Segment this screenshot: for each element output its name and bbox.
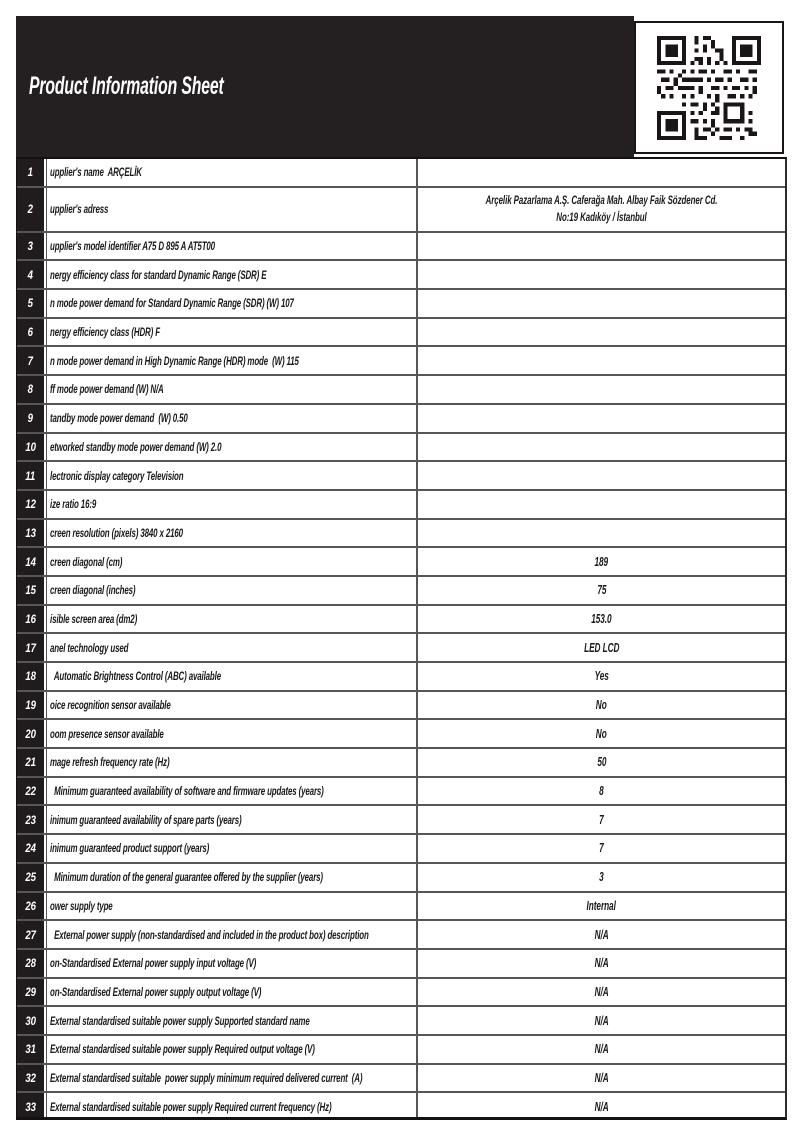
row-number-badge bbox=[17, 864, 46, 891]
row-value: N/A bbox=[594, 1042, 609, 1057]
table-row bbox=[17, 548, 785, 577]
row-value: Arçelik Pazarlama A.Ş. Caferağa Mah. Albay Faik Sözdener Cd. No:19 Kadıköy / İstanbul bbox=[485, 192, 718, 225]
row-label-cell bbox=[46, 663, 418, 690]
row-label-cell bbox=[46, 921, 418, 948]
row-label-cell bbox=[46, 347, 418, 374]
row-number-badge bbox=[17, 434, 46, 461]
row-label-cell bbox=[46, 376, 418, 403]
table-row bbox=[17, 1065, 785, 1094]
row-value: 189 bbox=[594, 554, 609, 569]
row-number-badge bbox=[17, 261, 46, 288]
table-row bbox=[17, 806, 785, 835]
row-label: nergy efficiency class for standard Dynamic Range (SDR) E bbox=[50, 267, 267, 282]
row-label: oom presence sensor available bbox=[50, 726, 164, 741]
row-label: inimum guaranteed availability of spare parts (years) bbox=[50, 812, 242, 827]
row-value: N/A bbox=[594, 1070, 609, 1085]
row-label: External standardised suitable power supply Required current frequency (Hz) bbox=[50, 1099, 332, 1114]
row-label-cell bbox=[46, 720, 418, 747]
row-number-badge bbox=[17, 778, 46, 805]
row-label: inimum guaranteed product support (years) bbox=[50, 841, 210, 856]
row-number: 11 bbox=[25, 468, 36, 483]
row-number-badge bbox=[17, 520, 46, 547]
row-value-cell bbox=[418, 319, 785, 346]
row-number: 23 bbox=[25, 812, 36, 827]
row-value-cell bbox=[418, 520, 785, 547]
row-number-badge bbox=[17, 577, 46, 604]
row-value: 50 bbox=[596, 755, 607, 770]
table-row bbox=[17, 462, 785, 491]
table-row bbox=[17, 835, 785, 864]
table-row bbox=[17, 577, 785, 606]
row-number: 2 bbox=[27, 202, 34, 217]
row-value: 8 bbox=[599, 784, 604, 799]
row-value-cell bbox=[418, 577, 785, 604]
row-value: N/A bbox=[594, 1013, 609, 1028]
row-number-badge bbox=[17, 720, 46, 747]
row-label: External standardised suitable power supply minimum required delivered current (A) bbox=[50, 1070, 363, 1085]
row-number-badge bbox=[17, 548, 46, 575]
row-value-cell bbox=[418, 806, 785, 833]
row-number-badge bbox=[17, 979, 46, 1006]
row-label: mage refresh frequency rate (Hz) bbox=[50, 755, 170, 770]
row-label: creen diagonal (inches) bbox=[50, 583, 136, 598]
row-label: n mode power demand in High Dynamic Range (HDR) mode (W) 115 bbox=[50, 353, 299, 368]
table-row bbox=[17, 290, 785, 319]
row-number: 25 bbox=[25, 870, 36, 885]
row-number-badge bbox=[17, 491, 46, 518]
row-value-cell bbox=[418, 1065, 785, 1092]
product-table bbox=[16, 157, 787, 1120]
page-title: Product Information Sheet bbox=[29, 72, 224, 100]
row-value-cell bbox=[418, 159, 785, 186]
row-value-cell bbox=[418, 950, 785, 977]
row-label: creen resolution (pixels) 3840 x 2160 bbox=[50, 525, 183, 540]
row-number: 9 bbox=[27, 411, 34, 426]
row-label: ff mode power demand (W) N/A bbox=[50, 382, 164, 397]
table-row bbox=[17, 634, 785, 663]
table-row bbox=[17, 159, 785, 188]
row-number: 7 bbox=[27, 353, 34, 368]
table-row bbox=[17, 921, 785, 950]
row-value: N/A bbox=[594, 927, 609, 942]
row-number-badge bbox=[17, 290, 46, 317]
row-number: 27 bbox=[25, 927, 36, 942]
row-label: lectronic display category Television bbox=[50, 468, 184, 483]
row-label: anel technology used bbox=[50, 640, 129, 655]
row-label-cell bbox=[46, 835, 418, 862]
row-value: N/A bbox=[594, 984, 609, 999]
row-number: 13 bbox=[25, 525, 36, 540]
row-label: upplier's model identifier A75 D 895 A AT5T00 bbox=[50, 239, 215, 254]
row-number: 19 bbox=[25, 698, 36, 713]
row-label-cell bbox=[46, 778, 418, 805]
row-value-cell bbox=[418, 663, 785, 690]
table-row bbox=[17, 720, 785, 749]
table-row bbox=[17, 261, 785, 290]
row-label-cell bbox=[46, 1007, 418, 1034]
row-value: 75 bbox=[596, 583, 607, 598]
table-row bbox=[17, 405, 785, 434]
table-row bbox=[17, 376, 785, 405]
row-value: 3 bbox=[599, 870, 604, 885]
row-number: 5 bbox=[27, 296, 34, 311]
row-label-cell bbox=[46, 893, 418, 920]
table-row bbox=[17, 1036, 785, 1065]
row-number: 16 bbox=[25, 611, 36, 626]
table-row bbox=[17, 1093, 785, 1120]
table-row bbox=[17, 520, 785, 549]
row-number-badge bbox=[17, 347, 46, 374]
row-value: Internal bbox=[586, 898, 617, 913]
row-label-cell bbox=[46, 577, 418, 604]
row-label: tandby mode power demand (W) 0.50 bbox=[50, 411, 188, 426]
table-row bbox=[17, 950, 785, 979]
row-label-cell bbox=[46, 405, 418, 432]
row-number: 22 bbox=[25, 784, 36, 799]
row-number-badge bbox=[17, 1036, 46, 1063]
row-number: 28 bbox=[25, 956, 36, 971]
row-label-cell bbox=[46, 188, 418, 231]
row-value-cell bbox=[418, 405, 785, 432]
row-label-cell bbox=[46, 1036, 418, 1063]
row-number-badge bbox=[17, 1093, 46, 1120]
row-number: 6 bbox=[27, 325, 34, 340]
row-number-badge bbox=[17, 634, 46, 661]
row-label: oice recognition sensor available bbox=[50, 698, 171, 713]
row-label: isible screen area (dm2) bbox=[50, 611, 138, 626]
row-label-cell bbox=[46, 434, 418, 461]
row-label-cell bbox=[46, 634, 418, 661]
row-label-cell bbox=[46, 548, 418, 575]
row-number: 32 bbox=[25, 1070, 36, 1085]
row-number: 12 bbox=[25, 497, 36, 512]
row-number-badge bbox=[17, 692, 46, 719]
table-row bbox=[17, 749, 785, 778]
table-row bbox=[17, 979, 785, 1008]
row-label-cell bbox=[46, 491, 418, 518]
row-value: N/A bbox=[594, 1099, 609, 1114]
table-row bbox=[17, 663, 785, 692]
row-label-cell bbox=[46, 806, 418, 833]
row-value-cell bbox=[418, 864, 785, 891]
row-value-cell bbox=[418, 606, 785, 633]
row-label-cell bbox=[46, 950, 418, 977]
row-number: 21 bbox=[25, 755, 36, 770]
row-value: 7 bbox=[599, 841, 604, 856]
row-value-cell bbox=[418, 261, 785, 288]
row-value: 7 bbox=[599, 812, 604, 827]
row-number-badge bbox=[17, 806, 46, 833]
table-row bbox=[17, 347, 785, 376]
row-label: External standardised suitable power supply Supported standard name bbox=[50, 1013, 310, 1028]
row-label: Automatic Brightness Control (ABC) available bbox=[50, 669, 221, 684]
row-label: ower supply type bbox=[50, 898, 113, 913]
row-value: Yes bbox=[594, 669, 609, 684]
header-band bbox=[16, 16, 787, 157]
row-value-cell bbox=[418, 1007, 785, 1034]
qr-code-box bbox=[634, 21, 784, 154]
row-label-cell bbox=[46, 159, 418, 186]
row-number: 33 bbox=[25, 1099, 36, 1114]
row-number-badge bbox=[17, 376, 46, 403]
row-label-cell bbox=[46, 1065, 418, 1092]
row-label-cell bbox=[46, 749, 418, 776]
row-number: 15 bbox=[25, 583, 36, 598]
row-number-badge bbox=[17, 405, 46, 432]
row-number: 31 bbox=[25, 1042, 36, 1057]
row-value-cell bbox=[418, 634, 785, 661]
row-label: etworked standby mode power demand (W) 2.0 bbox=[50, 439, 222, 454]
row-value: N/A bbox=[594, 956, 609, 971]
row-label: on-Standardised External power supply input voltage (V) bbox=[50, 956, 257, 971]
row-number-badge bbox=[17, 921, 46, 948]
row-label-cell bbox=[46, 261, 418, 288]
row-label-cell bbox=[46, 520, 418, 547]
row-value-cell bbox=[418, 921, 785, 948]
table-row bbox=[17, 188, 785, 233]
row-label-cell bbox=[46, 462, 418, 489]
table-row bbox=[17, 893, 785, 922]
row-value-cell bbox=[418, 692, 785, 719]
table-row bbox=[17, 692, 785, 721]
row-value-cell bbox=[418, 491, 785, 518]
row-number-badge bbox=[17, 462, 46, 489]
row-label-cell bbox=[46, 979, 418, 1006]
table-row bbox=[17, 1007, 785, 1036]
row-number: 29 bbox=[25, 984, 36, 999]
row-value-cell bbox=[418, 233, 785, 260]
row-number-badge bbox=[17, 1007, 46, 1034]
row-number-badge bbox=[17, 663, 46, 690]
row-label-cell bbox=[46, 692, 418, 719]
row-label: External power supply (non-standardised and included in the product box) description bbox=[50, 927, 369, 942]
qr-code-area bbox=[634, 16, 787, 157]
row-label: n mode power demand for Standard Dynamic Range (SDR) (W) 107 bbox=[50, 296, 294, 311]
row-number-badge bbox=[17, 749, 46, 776]
qr-code-icon bbox=[657, 36, 761, 140]
sheet-frame bbox=[16, 16, 787, 1120]
table-row bbox=[17, 491, 785, 520]
row-number: 24 bbox=[25, 841, 36, 856]
row-value: 153.0 bbox=[591, 611, 612, 626]
row-value: No bbox=[596, 698, 607, 713]
row-value-cell bbox=[418, 749, 785, 776]
row-number-badge bbox=[17, 893, 46, 920]
row-label: Minimum guaranteed availability of software and firmware updates (years) bbox=[50, 784, 324, 799]
row-label-cell bbox=[46, 233, 418, 260]
row-value-cell bbox=[418, 778, 785, 805]
row-number: 10 bbox=[25, 439, 36, 454]
row-value-cell bbox=[418, 1093, 785, 1120]
row-number-badge bbox=[17, 159, 46, 186]
row-value-cell bbox=[418, 188, 785, 231]
row-label: upplier's name ARÇELİK bbox=[50, 165, 142, 180]
row-label: nergy efficiency class (HDR) F bbox=[50, 325, 160, 340]
row-label-cell bbox=[46, 290, 418, 317]
row-label: Minimum duration of the general guarantee offered by the supplier (years) bbox=[50, 870, 323, 885]
row-value-cell bbox=[418, 548, 785, 575]
row-label-cell bbox=[46, 606, 418, 633]
row-number-badge bbox=[17, 1065, 46, 1092]
row-number-badge bbox=[17, 606, 46, 633]
row-value-cell bbox=[418, 376, 785, 403]
row-label-cell bbox=[46, 319, 418, 346]
row-number: 26 bbox=[25, 898, 36, 913]
row-number: 18 bbox=[25, 669, 36, 684]
row-value-cell bbox=[418, 462, 785, 489]
row-label: ize ratio 16:9 bbox=[50, 497, 97, 512]
row-value-cell bbox=[418, 893, 785, 920]
row-number-badge bbox=[17, 950, 46, 977]
row-number-badge bbox=[17, 233, 46, 260]
row-number: 30 bbox=[25, 1013, 36, 1028]
row-label: creen diagonal (cm) bbox=[50, 554, 123, 569]
row-number: 4 bbox=[27, 267, 34, 282]
table-row bbox=[17, 864, 785, 893]
row-value-cell bbox=[418, 835, 785, 862]
row-number-badge bbox=[17, 188, 46, 231]
table-row bbox=[17, 434, 785, 463]
row-label: upplier's adress bbox=[50, 202, 109, 217]
row-number: 8 bbox=[27, 382, 34, 397]
row-number: 1 bbox=[27, 165, 34, 180]
row-number: 3 bbox=[27, 239, 34, 254]
row-number: 20 bbox=[25, 726, 36, 741]
table-row bbox=[17, 778, 785, 807]
table-row bbox=[17, 606, 785, 635]
row-number: 14 bbox=[25, 554, 36, 569]
table-row bbox=[17, 319, 785, 348]
row-value-cell bbox=[418, 979, 785, 1006]
row-value-cell bbox=[418, 290, 785, 317]
row-label: External standardised suitable power supply Required output voltage (V) bbox=[50, 1042, 315, 1057]
row-number-badge bbox=[17, 319, 46, 346]
row-value-cell bbox=[418, 347, 785, 374]
row-value-cell bbox=[418, 720, 785, 747]
row-number: 17 bbox=[25, 640, 36, 655]
table-row bbox=[17, 233, 785, 262]
row-value: No bbox=[596, 726, 607, 741]
row-label-cell bbox=[46, 1093, 418, 1120]
row-label: on-Standardised External power supply output voltage (V) bbox=[50, 984, 262, 999]
row-label-cell bbox=[46, 864, 418, 891]
row-value-cell bbox=[418, 434, 785, 461]
row-value-cell bbox=[418, 1036, 785, 1063]
row-value: LED LCD bbox=[583, 640, 620, 655]
row-number-badge bbox=[17, 835, 46, 862]
